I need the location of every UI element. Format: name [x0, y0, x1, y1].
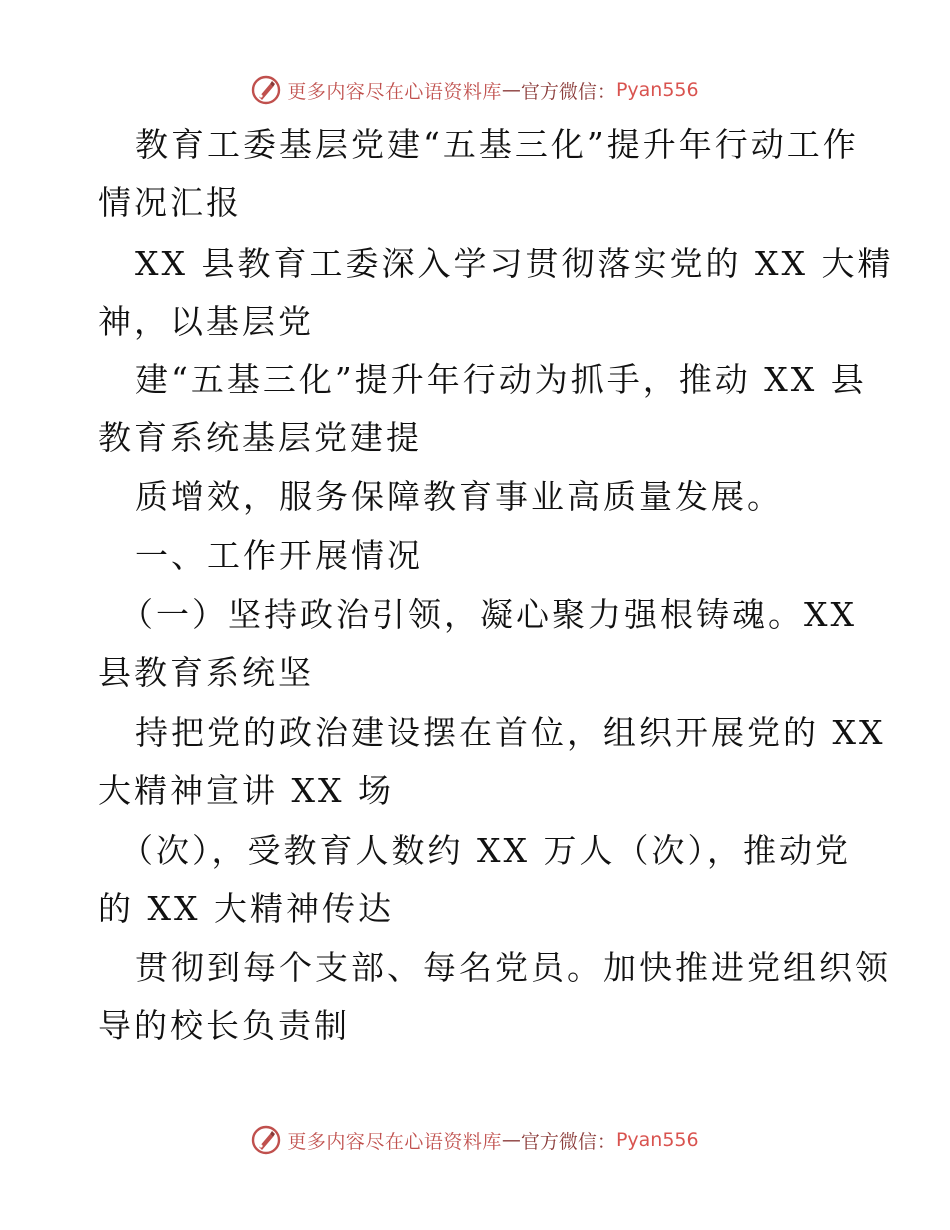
paragraph-line: XX 县教育工委深入学习贯彻落实党的 XX 大精: [135, 244, 894, 283]
title-line-1: 教育工委基层党建“五基三化”提升年行动工作: [135, 125, 859, 164]
paragraph-line: 导的校长负责制: [98, 1006, 350, 1045]
banner-label: 官方微信：: [520, 1130, 616, 1153]
banner-wechat-id: Pyan556: [615, 1129, 699, 1151]
banner-separator: —: [501, 1129, 521, 1151]
paragraph-line: 神，以基层党: [98, 302, 314, 341]
banner-text: 更多内容尽在心语资料库: [287, 1130, 502, 1153]
paragraph-line: 质增效，服务保障教育事业高质量发展。: [135, 477, 783, 516]
bottom-banner: [0, 1120, 950, 1160]
paragraph-line: 贯彻到每个支部、每名党员。加快推进党组织领: [135, 948, 891, 987]
banner-text: 更多内容尽在心语资料库: [287, 80, 502, 103]
paragraph-line: 县教育系统坚: [98, 653, 314, 692]
paragraph-line: （次），受教育人数约 XX 万人（次），推动党: [120, 831, 851, 870]
pen-logo-icon: [251, 1125, 281, 1155]
paragraph-line: 教育系统基层党建提: [98, 418, 422, 457]
paragraph-line: 建“五基三化”提升年行动为抓手，推动 XX 县: [135, 360, 867, 399]
title-line-2: 情况汇报: [98, 183, 242, 222]
banner-wechat-id: Pyan556: [615, 79, 699, 101]
paragraph-line: 的 XX 大精神传达: [98, 889, 394, 928]
section-heading: 一、工作开展情况: [135, 536, 423, 575]
paragraph-line: （一）坚持政治引领，凝心聚力强根铸魂。XX: [120, 595, 857, 634]
banner-separator: —: [501, 79, 521, 101]
paragraph-line: 持把党的政治建设摆在首位，组织开展党的 XX: [135, 713, 886, 752]
paragraph-line: 大精神宣讲 XX 场: [98, 771, 394, 810]
banner-label: 官方微信：: [520, 80, 616, 103]
